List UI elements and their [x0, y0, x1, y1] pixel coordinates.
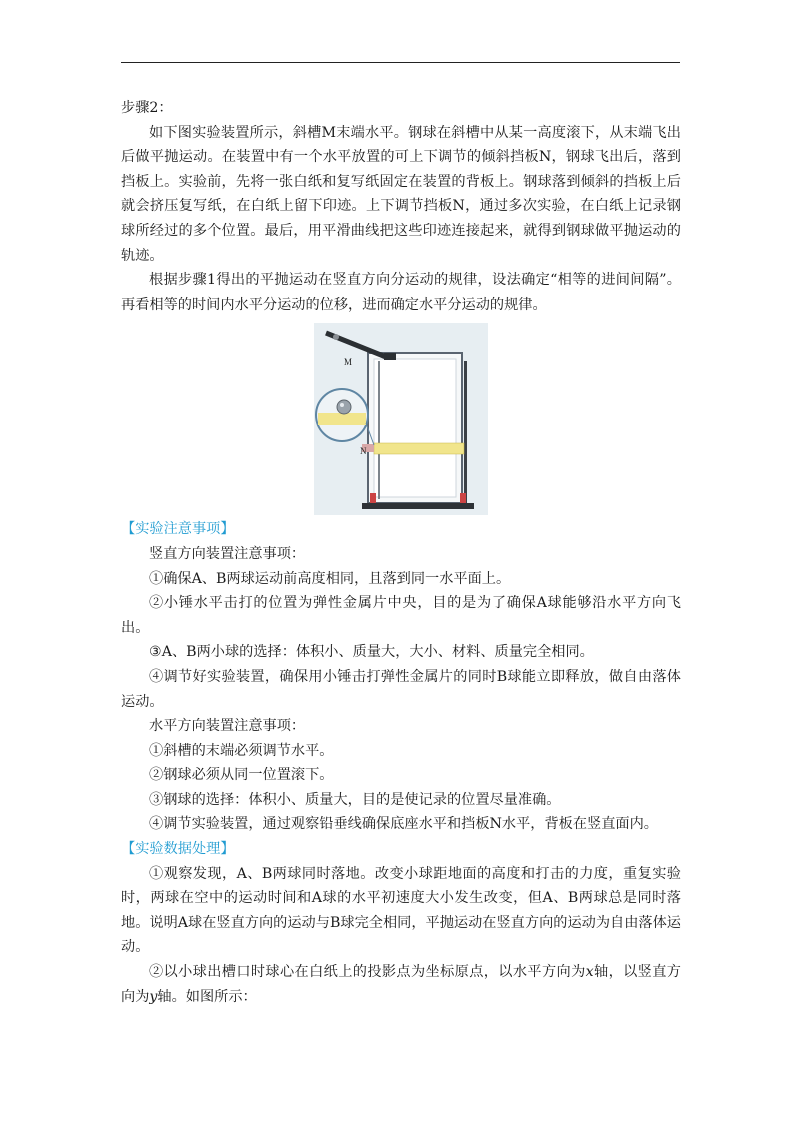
vertical-notes-title: 竖直方向装置注意事项：	[149, 545, 306, 562]
apparatus-image	[314, 323, 488, 515]
horizontal-note-3: ③钢球的选择：体积小、质量大，目的是使记录的位置尽量准确。	[149, 791, 561, 808]
intro-paragraph: 如下图实验装置所示，斜槽M末端水平。钢球在斜槽中从某一高度滚下，从末端飞出后做平抛运动。在装置中有一个水平放置的可上下调节的倾斜挡板N，钢球飞出后，落到挡板上。实验前，先将一张白纸和复写纸固定在装置的背板上。钢球落到倾斜的挡板上后就会挤压复写纸，在白纸上留下印迹。上下调节挡板N，通过多次实验，在白纸上记录钢球所经过的多个位置。最后，用平滑曲线把这些印迹连接起来，就得到钢球做平抛运动的轨迹。	[121, 124, 681, 264]
data-paragraph-2-part2: 轴，以竖直方向为	[121, 964, 681, 1005]
notes-heading: 【实验注意事项】	[121, 521, 235, 538]
step1-paragraph: 根据步骤1得出的平抛运动在竖直方向分运动的规律，设法确定“相等的进间间隔”。再看相等的时间内水平分运动的位移，进而确定水平分运动的规律。	[121, 272, 681, 313]
vertical-note-2: ②小锤水平击打的位置为弹性金属片中央，目的是为了确保A球能够沿水平方向飞出。	[121, 595, 681, 636]
x-axis-variable: x	[585, 964, 594, 981]
data-paragraph-2-part3: 轴。如图所示：	[157, 988, 257, 1005]
step-label: 步骤2：	[121, 100, 173, 116]
vertical-note-1: ①确保A、B两球运动前高度相同，且落到同一水平面上。	[149, 570, 511, 587]
apparatus-figure	[314, 323, 488, 515]
label-n: N	[360, 446, 367, 457]
document-body	[121, 96, 681, 1009]
data-paragraph-1: ①观察发现，A、B两球同时落地。改变小球距地面的高度和打击的力度，重复实验时，两球在空中的运动时间和A球的水平初速度大小发生改变，但A、B两球总是同时落地。说明A球在竖直方向的运动与B球完全相同，平抛运动在竖直方向的运动为自由落体运动。	[121, 865, 681, 956]
label-m: M	[344, 357, 353, 368]
data-paragraph-2	[121, 960, 681, 1009]
vertical-note-4: ④调节好实验装置，确保用小锤击打弹性金属片的同时B球能立即释放，做自由落体运动。	[121, 668, 681, 710]
horizontal-note-2: ②钢球必须从同一位置滚下。	[149, 767, 334, 784]
data-paragraph-2-part1: ②以小球出槽口时球心在白纸上的投影点为坐标原点，以水平方向为	[149, 964, 586, 981]
data-heading: 【实验数据处理】	[121, 841, 235, 858]
horizontal-note-1: ①斜槽的末端必须调节水平。	[149, 742, 334, 759]
y-axis-variable: y	[149, 988, 158, 1005]
header-rule	[121, 62, 680, 63]
horizontal-notes-title: 水平方向装置注意事项：	[149, 718, 306, 735]
horizontal-note-4: ④调节实验装置，通过观察铅垂线确保底座水平和挡板N水平，背板在竖直面内。	[149, 816, 658, 833]
vertical-note-3: ③A、B两小球的选择：体积小、质量大，大小、材料、质量完全相同。	[149, 644, 594, 661]
